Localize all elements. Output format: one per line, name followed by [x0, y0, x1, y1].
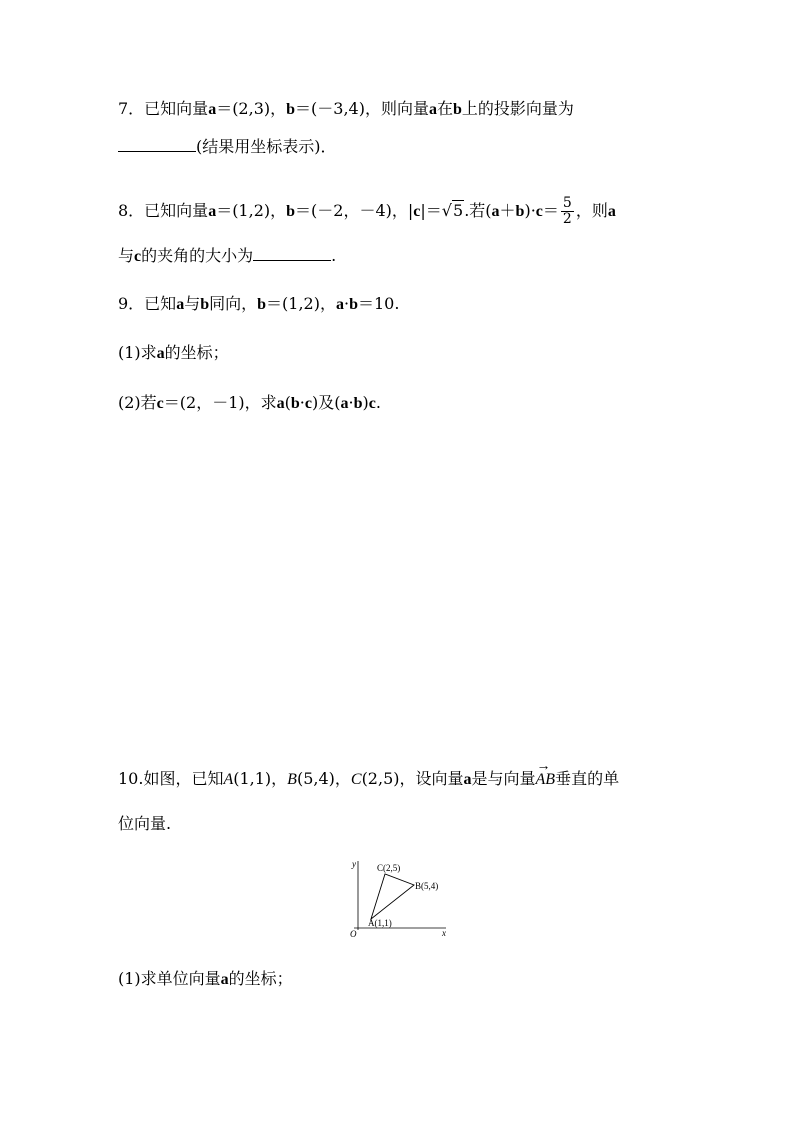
q8-line-2: 与c的夹角的大小为 . — [118, 246, 337, 265]
q9-line-1: 9．已知a与b同向，b＝(1,2)，a·b＝10. — [118, 294, 400, 313]
q8-line-1: 8．已知向量a＝(1,2)，b＝(－2，－4)，|c|＝√5.若(a＋b)·c＝ $\frac{5}{2}$ ，则a — [118, 195, 616, 227]
sqrt-5: √5 — [441, 201, 464, 220]
origin-label: O — [350, 929, 357, 939]
q10-part-1: (1)求单位向量a的坐标； — [118, 969, 293, 988]
q8-answer-blank[interactable] — [253, 244, 331, 261]
triangle-figure — [348, 857, 452, 939]
q9-part-2: (2)若c＝(2，－1)，求a(b·c)及(a·b)c. — [118, 393, 381, 412]
q7-line-2: (结果用坐标表示)． — [118, 135, 337, 157]
label-c: C(2,5) — [377, 863, 401, 873]
q7-answer-blank[interactable] — [118, 135, 196, 152]
q7-line-1: 7．已知向量a＝(2,3)，b＝(－3,4)，则向量a在b上的投影向量为 — [118, 99, 574, 118]
label-b: B(5,4) — [415, 881, 439, 891]
q10-line-1: 10.如图，已知A(1,1)，B(5,4)，C(2,5)，设向量a是与向量→ AB垂直的单 — [118, 769, 619, 790]
q9-part-1: (1)求a的坐标； — [118, 343, 229, 362]
label-a: A(1,1) — [368, 918, 392, 928]
triangle-abc — [371, 874, 414, 919]
fraction-5-2: $\frac{5}{2}$ — [562, 195, 572, 227]
x-axis-label: x — [442, 928, 446, 938]
vector-ab: → AB — [536, 770, 556, 790]
q10-line-2: 位向量. — [118, 814, 172, 833]
y-axis-label: y — [352, 859, 356, 869]
